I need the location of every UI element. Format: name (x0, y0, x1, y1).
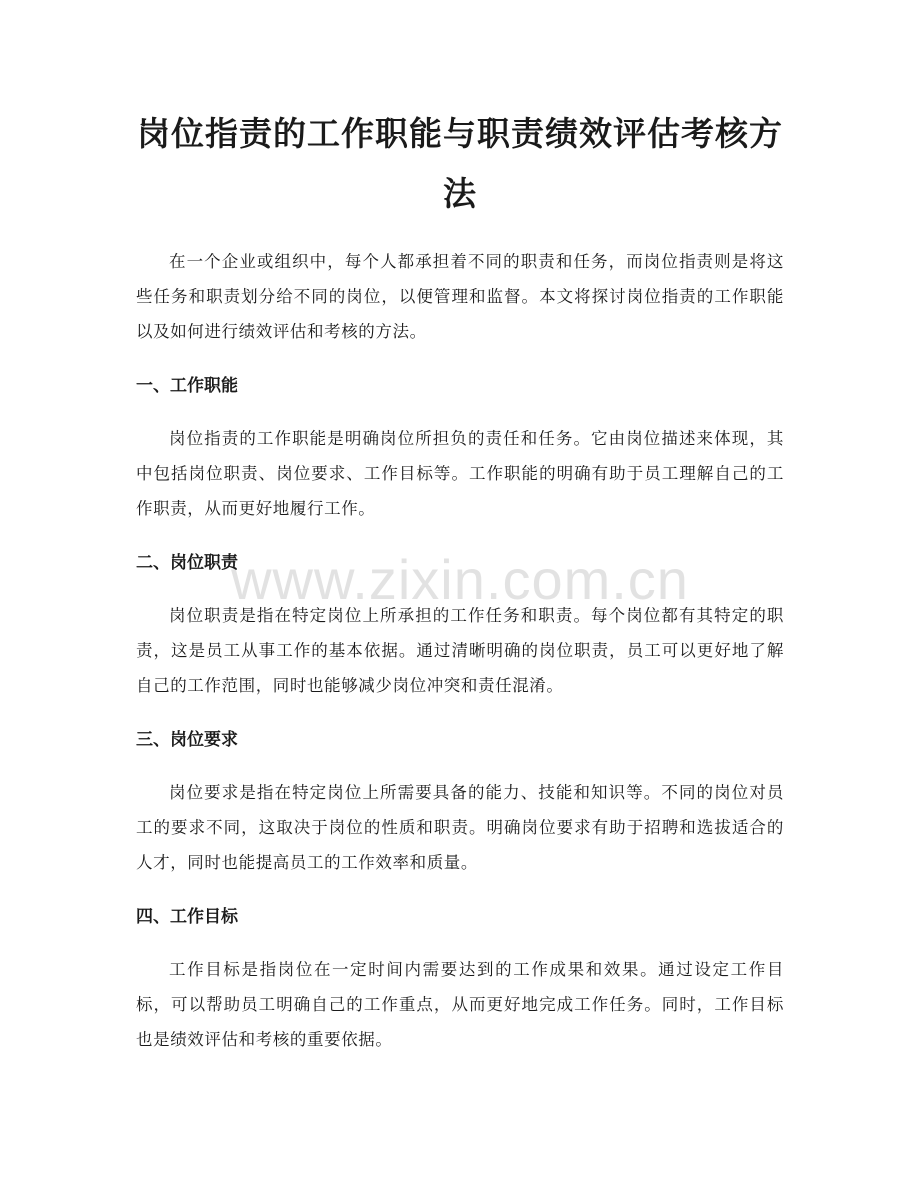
watermark: www.zixin.com.cn (231, 548, 689, 611)
section-paragraph-work-function: 岗位指责的工作职能是明确岗位所担负的责任和任务。它由岗位描述来体现，其中包括岗位职责、岗位要求、工作目标等。工作职能的明确有助于员工理解自己的工作职责，从而更好地履行工作。 (136, 429, 784, 518)
document-title: 岗位指责的工作职能与职责绩效评估考核方法 (137, 114, 783, 213)
document-body (136, 244, 784, 1057)
section-heading-job-requirements: 三、岗位要求 (136, 730, 238, 750)
section-heading-work-function: 一、工作职能 (136, 376, 238, 396)
section-paragraph-work-goals: 工作目标是指岗位在一定时间内需要达到的工作成果和效果。通过设定工作目标，可以帮助员工明确自己的工作重点，从而更好地完成工作任务。同时，工作目标也是绩效评估和考核的重要依据。 (136, 960, 784, 1049)
intro-paragraph: 在一个企业或组织中，每个人都承担着不同的职责和任务，而岗位指责则是将这些任务和职责划分给不同的岗位，以便管理和监督。本文将探讨岗位指责的工作职能以及如何进行绩效评估和考核的方法。 (136, 252, 784, 341)
section-paragraph-job-duties: 岗位职责是指在特定岗位上所承担的工作任务和职责。每个岗位都有其特定的职责，这是员工从事工作的基本依据。通过清晰明确的岗位职责，员工可以更好地了解自己的工作范围，同时也能够减少岗位冲突和责任混淆。 (136, 606, 784, 695)
section-heading-work-goals: 四、工作目标 (136, 907, 238, 927)
section-paragraph-job-requirements: 岗位要求是指在特定岗位上所需要具备的能力、技能和知识等。不同的岗位对员工的要求不同，这取决于岗位的性质和职责。明确岗位要求有助于招聘和选拔适合的人才，同时也能提高员工的工作效率和质量。 (136, 783, 784, 872)
section-heading-job-duties: 二、岗位职责 (136, 553, 238, 573)
